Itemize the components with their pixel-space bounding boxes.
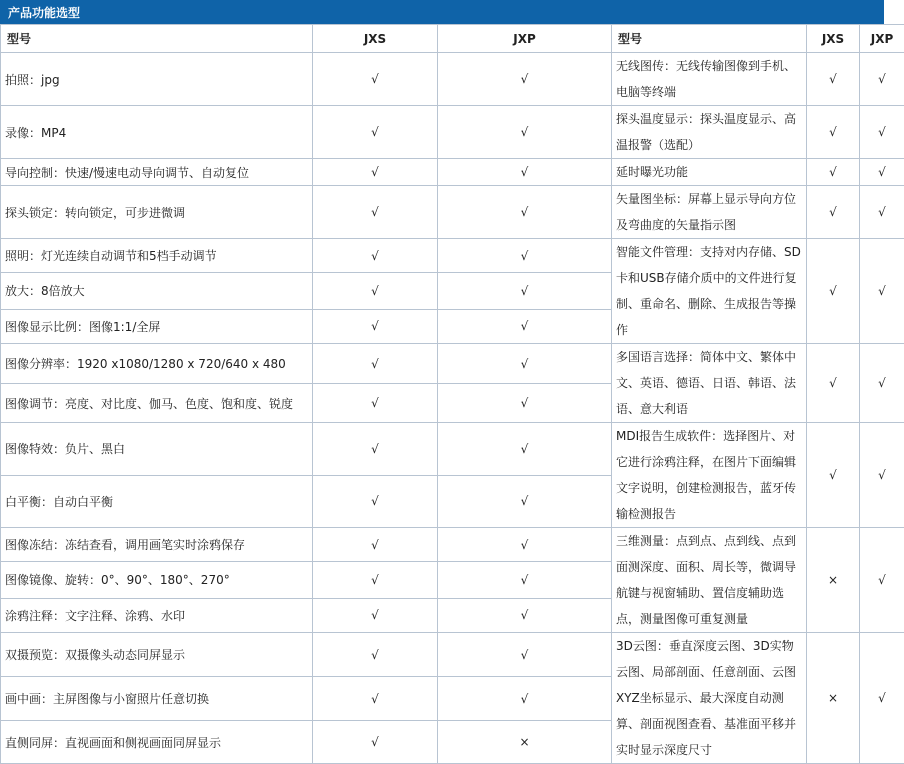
jxp-mark: √ <box>860 344 904 423</box>
jxs-mark: √ <box>807 106 860 159</box>
feature-cell: 探头锁定：转向锁定，可步进微调 <box>1 186 313 239</box>
jxs-mark: √ <box>807 344 860 423</box>
jxp-mark: √ <box>438 344 612 384</box>
jxp-mark: √ <box>860 528 904 633</box>
jxp-mark: √ <box>438 239 612 273</box>
jxp-mark: √ <box>438 106 612 159</box>
table-row <box>1 106 904 159</box>
jxs-mark: √ <box>313 344 438 384</box>
feature-cell: MDI报告生成软件：选择图片、对它进行涂鸦注释，在图片下面编辑文字说明，创建检测报告，蓝牙传输检测报告 <box>612 423 807 528</box>
jxp-mark: √ <box>438 53 612 106</box>
feature-cell: 白平衡：自动白平衡 <box>1 475 313 528</box>
header-jxp-left: JXP <box>438 25 612 53</box>
jxp-mark: × <box>438 721 612 764</box>
header-jxp-right: JXP <box>860 25 904 53</box>
jxs-mark: √ <box>313 106 438 159</box>
feature-cell: 涂鸦注释：文字注释、涂鸦、水印 <box>1 598 313 632</box>
jxp-mark: √ <box>860 633 904 764</box>
jxs-mark: √ <box>807 239 860 344</box>
jxp-mark: √ <box>860 186 904 239</box>
feature-cell: 矢量图坐标：屏幕上显示导向方位及弯曲度的矢量指示图 <box>612 186 807 239</box>
table-row <box>1 53 904 106</box>
jxp-mark: √ <box>438 273 612 309</box>
jxp-mark: √ <box>860 106 904 159</box>
feature-cell: 多国语言选择：简体中文、繁体中文、英语、德语、日语、韩语、法语、意大利语 <box>612 344 807 423</box>
jxs-mark: √ <box>313 721 438 764</box>
jxs-mark: √ <box>313 53 438 106</box>
jxs-mark: √ <box>313 273 438 309</box>
feature-cell: 图像显示比例：图像1:1/全屏 <box>1 309 313 343</box>
table-row <box>1 528 904 562</box>
jxs-mark: √ <box>313 475 438 528</box>
jxs-mark: √ <box>313 309 438 343</box>
feature-cell: 图像镜像、旋转：0°、90°、180°、270° <box>1 562 313 598</box>
jxs-mark: × <box>807 633 860 764</box>
jxs-mark: √ <box>807 186 860 239</box>
jxp-mark: √ <box>438 475 612 528</box>
jxp-mark: √ <box>860 423 904 528</box>
product-selection-table <box>0 24 904 764</box>
feature-cell: 照明：灯光连续自动调节和5档手动调节 <box>1 239 313 273</box>
header-model-right: 型号 <box>612 25 807 53</box>
feature-cell: 图像分辨率：1920 x1080/1280 x 720/640 x 480 <box>1 344 313 384</box>
feature-cell: 拍照：jpg <box>1 53 313 106</box>
feature-cell: 三维测量：点到点、点到线、点到面测深度、面积、周长等，微调导航键与视窗辅助、置信度辅助选点，测量图像可重复测量 <box>612 528 807 633</box>
table-row <box>1 633 904 677</box>
jxp-mark: √ <box>438 384 612 423</box>
table-row <box>1 186 904 239</box>
jxp-mark: √ <box>438 528 612 562</box>
feature-cell: 探头温度显示：探头温度显示、高温报警（选配） <box>612 106 807 159</box>
header-jxs-left: JXS <box>313 25 438 53</box>
jxs-mark: √ <box>313 384 438 423</box>
jxs-mark: √ <box>807 53 860 106</box>
jxs-mark: √ <box>313 186 438 239</box>
jxp-mark: √ <box>438 159 612 186</box>
jxp-mark: √ <box>438 633 612 677</box>
jxp-mark: √ <box>860 239 904 344</box>
jxs-mark: √ <box>807 159 860 186</box>
jxs-mark: √ <box>807 423 860 528</box>
jxs-mark: √ <box>313 677 438 721</box>
table-row <box>1 344 904 384</box>
jxp-mark: √ <box>438 186 612 239</box>
jxs-mark: √ <box>313 598 438 632</box>
header-model-left: 型号 <box>1 25 313 53</box>
feature-cell: 延时曝光功能 <box>612 159 807 186</box>
jxs-mark: √ <box>313 159 438 186</box>
jxp-mark: √ <box>438 598 612 632</box>
header-jxs-right: JXS <box>807 25 860 53</box>
jxp-mark: √ <box>438 423 612 476</box>
feature-cell: 无线图传：无线传输图像到手机、电脑等终端 <box>612 53 807 106</box>
table-row <box>1 159 904 186</box>
table-row <box>1 239 904 273</box>
feature-cell: 3D云图：垂直深度云图、3D实物云图、局部剖面、任意剖面、云图XYZ坐标显示、最大深度自动测算、剖面视图查看、基准面平移并实时显示深度尺寸 <box>612 633 807 764</box>
section-title: 产品功能选型 <box>0 0 884 24</box>
jxp-mark: √ <box>860 159 904 186</box>
jxp-mark: √ <box>438 677 612 721</box>
feature-cell: 画中画：主屏图像与小窗照片任意切换 <box>1 677 313 721</box>
feature-cell: 放大：8倍放大 <box>1 273 313 309</box>
jxs-mark: √ <box>313 239 438 273</box>
feature-cell: 图像调节：亮度、对比度、伽马、色度、饱和度、锐度 <box>1 384 313 423</box>
jxs-mark: √ <box>313 423 438 476</box>
feature-cell: 双摄预览：双摄像头动态同屏显示 <box>1 633 313 677</box>
feature-cell: 录像：MP4 <box>1 106 313 159</box>
feature-cell: 直侧同屏：直视画面和侧视画面同屏显示 <box>1 721 313 764</box>
jxp-mark: √ <box>438 562 612 598</box>
feature-cell: 智能文件管理：支持对内存储、SD卡和USB存储介质中的文件进行复制、重命名、删除、生成报告等操作 <box>612 239 807 344</box>
table-row <box>1 423 904 476</box>
jxp-mark: √ <box>860 53 904 106</box>
feature-cell: 图像冻结：冻结查看，调用画笔实时涂鸦保存 <box>1 528 313 562</box>
header-row <box>1 25 904 53</box>
feature-cell: 导向控制：快速/慢速电动导向调节、自动复位 <box>1 159 313 186</box>
jxs-mark: √ <box>313 633 438 677</box>
jxs-mark: √ <box>313 528 438 562</box>
jxs-mark: × <box>807 528 860 633</box>
jxs-mark: √ <box>313 562 438 598</box>
jxp-mark: √ <box>438 309 612 343</box>
feature-cell: 图像特效：负片、黑白 <box>1 423 313 476</box>
